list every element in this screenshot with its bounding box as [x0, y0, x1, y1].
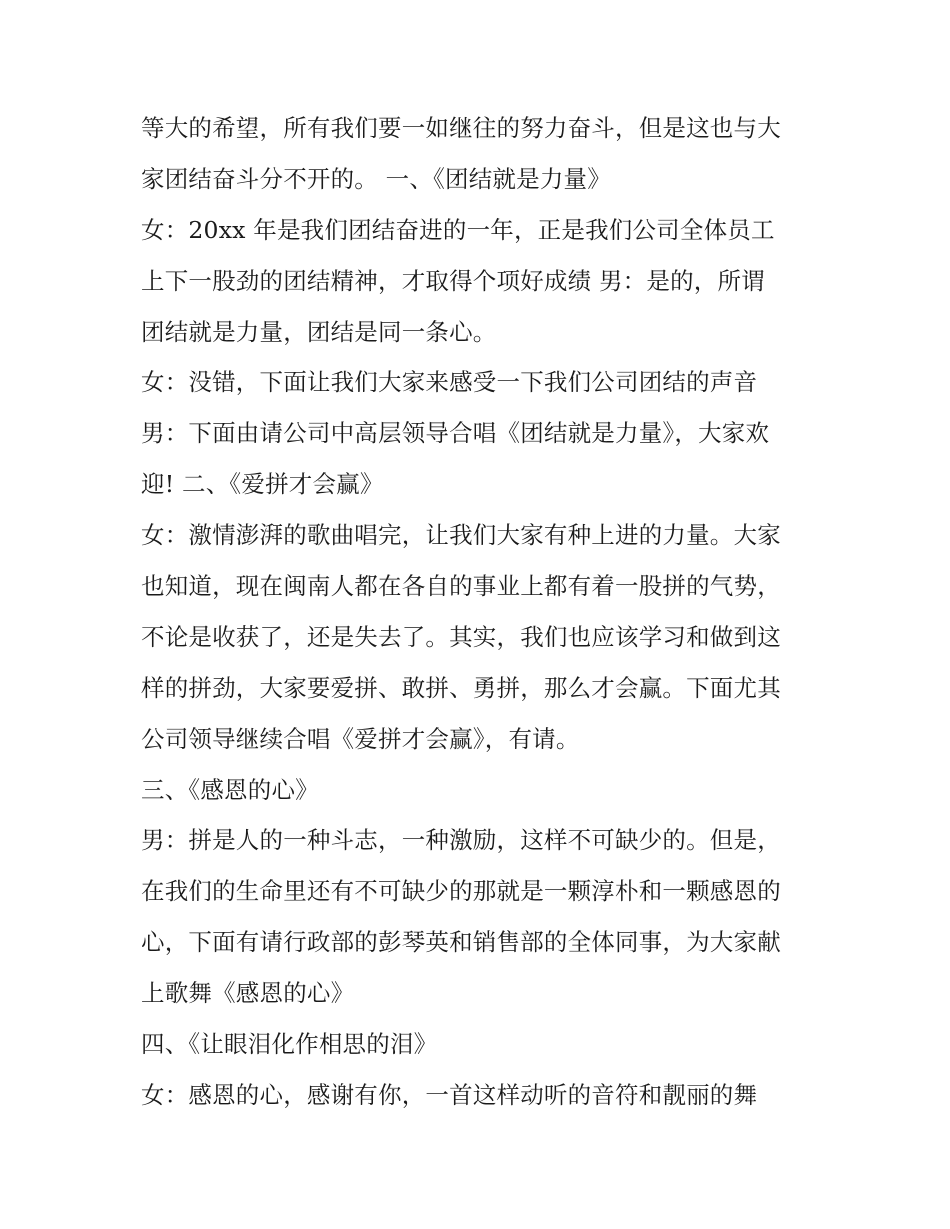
text-line: 也知道，现在闽南人都在各自的事业上都有着一股拼的气势，: [141, 572, 781, 601]
text-line: 三、《感恩的心》: [141, 775, 319, 804]
text-line: 公司领导继续合唱《爱拼才会赢》，有请。: [141, 724, 580, 753]
text-line: 团结就是力量，团结是同一条心。: [141, 317, 497, 346]
text-line: 上下一股劲的团结精神，才取得个项好成绩 男：是的，所谓: [141, 266, 765, 295]
text-line: 上歌舞《感恩的心》: [141, 979, 355, 1008]
text-line: 样的拼劲，大家要爱拼、敢拼、勇拼，那么才会赢。下面尤其: [141, 673, 781, 702]
text-line: 迎! 二、《爱拼才会赢》: [141, 470, 384, 499]
text-line: 女：20xx 年是我们团结奋进的一年，正是我们公司全体员工: [141, 215, 775, 244]
text-line: 等大的希望，所有我们要一如继往的努力奋斗，但是这也与大: [141, 114, 781, 142]
text-line: 女：激情澎湃的歌曲唱完，让我们大家有种上进的力量。大家: [141, 521, 781, 550]
text-line: 男：拼是人的一种斗志，一种激励，这样不可缺少的。但是，: [141, 826, 781, 855]
text-line: 女：没错，下面让我们大家来感受一下我们公司团结的声音: [141, 368, 758, 397]
document-body: [141, 103, 816, 1121]
text-line: 心，下面有请行政部的彭琴英和销售部的全体同事，为大家献: [141, 928, 781, 957]
text-line: 四、《让眼泪化作相思的泪》: [141, 1030, 438, 1059]
text-line: 家团结奋斗分不开的。 一、《团结就是力量》: [141, 164, 611, 193]
text-line: 在我们的生命里还有不可缺少的那就是一颗淳朴和一颗感恩的: [141, 877, 781, 906]
text-line: 男：下面由请公司中高层领导合唱《团结就是力量》，大家欢: [141, 419, 770, 448]
text-line: 女：感恩的心，感谢有你，一首这样动听的音符和靓丽的舞: [141, 1080, 758, 1109]
text-line: 不论是收获了，还是失去了。其实，我们也应该学习和做到这: [141, 622, 781, 651]
